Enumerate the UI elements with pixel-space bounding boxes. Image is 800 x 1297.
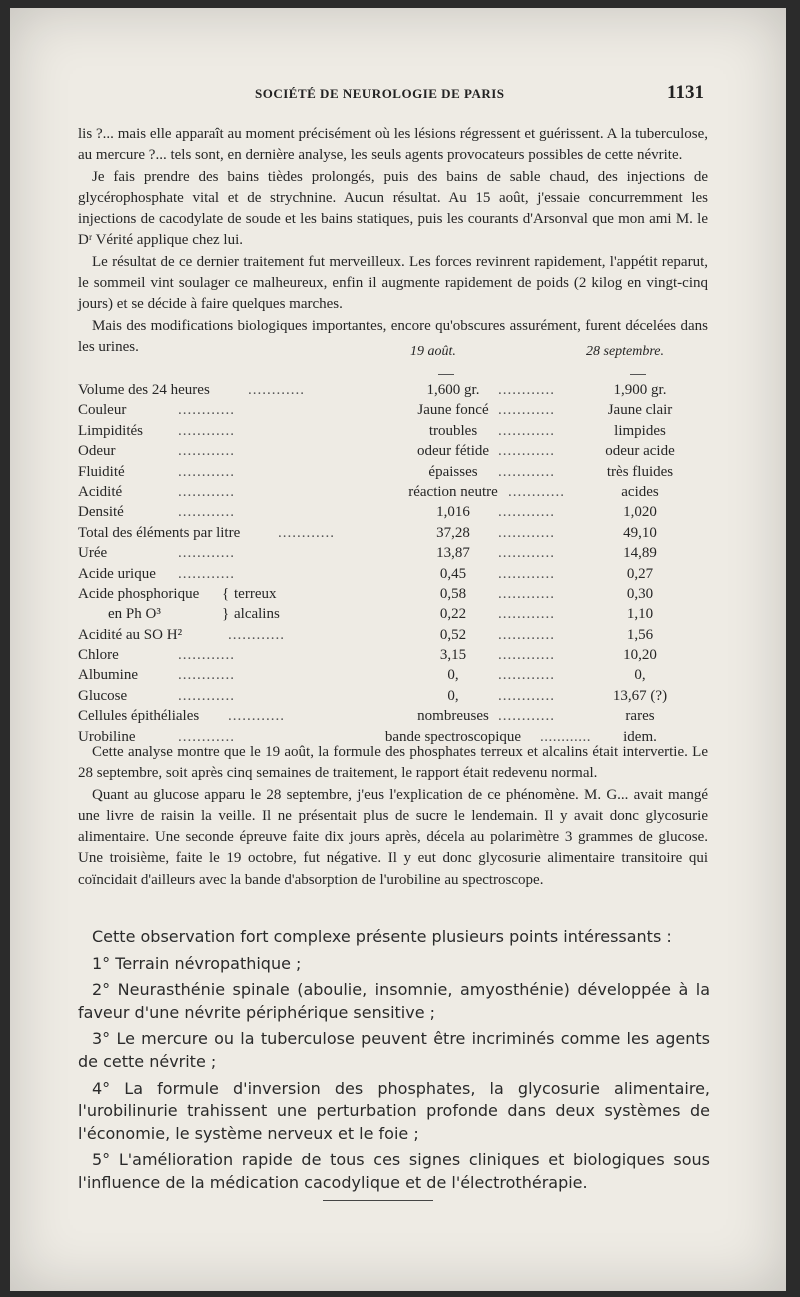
dot-leader: ............ bbox=[498, 524, 555, 541]
dot-leader: ............ bbox=[178, 483, 235, 500]
end-rule bbox=[323, 1200, 433, 1201]
row-label: Densité bbox=[78, 504, 124, 521]
dot-leader: ............ bbox=[498, 443, 555, 460]
value-28-septembre: 1,56 bbox=[626, 626, 654, 643]
running-header bbox=[10, 82, 786, 110]
table-row bbox=[78, 708, 718, 728]
row-label: Urée bbox=[78, 545, 108, 562]
column-header-28-septembre: 28 septembre. bbox=[586, 344, 665, 359]
value-19-aout: nombreuses bbox=[417, 708, 489, 725]
table-row bbox=[78, 382, 718, 402]
row-label: Chlore bbox=[78, 647, 119, 664]
value-19-aout: 1,600 gr. bbox=[426, 382, 480, 398]
dot-leader: ............ bbox=[178, 402, 235, 419]
dot-leader: ............ bbox=[498, 585, 555, 602]
dot-leader: ............ bbox=[498, 402, 555, 419]
dot-leader: ............ bbox=[178, 687, 235, 704]
value-28-septembre: idem. bbox=[623, 728, 657, 745]
value-28-septembre: 14,89 bbox=[623, 545, 657, 562]
intro-section bbox=[78, 124, 708, 358]
dot-leader: ............ bbox=[178, 667, 235, 684]
dot-leader: ............ bbox=[498, 382, 555, 398]
value-19-aout: 0,45 bbox=[439, 565, 467, 582]
dot-leader: ............ bbox=[498, 687, 555, 704]
value-19-aout: 0, bbox=[447, 667, 459, 684]
dot-leader: ............ bbox=[498, 504, 555, 521]
intro-paragraph-4: Mais des modifications biologiques importantes, encore qu'obscures assurément, furent décelées dans les urines. bbox=[78, 317, 708, 355]
dot-leader: ............ bbox=[498, 626, 555, 643]
value-19-aout: Jaune foncé bbox=[417, 402, 489, 419]
value-19-aout: réaction neutre bbox=[408, 483, 498, 500]
dot-leader: ............ bbox=[498, 422, 555, 439]
row-label: Acidité au SO H² bbox=[78, 626, 183, 643]
value-19-aout: épaisses bbox=[428, 463, 478, 480]
value-19-aout: odeur fétide bbox=[416, 443, 490, 460]
value-28-septembre: 1,10 bbox=[626, 606, 654, 623]
page-number: 1131 bbox=[667, 82, 704, 103]
table-row bbox=[78, 545, 718, 565]
brace-mark: } bbox=[222, 606, 230, 623]
row-sublabel: terreux bbox=[234, 585, 277, 602]
dot-leader: ............ bbox=[498, 647, 555, 664]
value-28-septembre: très fluides bbox=[606, 463, 674, 480]
value-28-septembre: acides bbox=[621, 483, 659, 500]
conclusion-intro: Cette observation fort complexe présente plusieurs points intéressants : bbox=[92, 927, 672, 946]
dot-leader: ............ bbox=[178, 504, 235, 521]
value-28-septembre: 0,27 bbox=[626, 565, 654, 582]
row-label: Glucose bbox=[78, 687, 128, 704]
table-row bbox=[78, 423, 718, 443]
dot-leader: ............ bbox=[178, 463, 235, 480]
dot-leader: ............ bbox=[508, 483, 565, 500]
row-label: Urobiline bbox=[78, 728, 136, 745]
dot-leader: ............ bbox=[178, 647, 235, 664]
table-row bbox=[78, 464, 718, 484]
value-28-septembre: Jaune clair bbox=[607, 402, 673, 419]
intro-paragraph-3: Le résultat de ce dernier traitement fut merveilleux. Les forces revinrent rapidement, l'appétit reparut, le sommeil vint soulager ce malheureux, enfin il augmente rapidement de poids (2 kilog en vingt-cinq jours) et se décide à faire quelques marches. bbox=[78, 253, 708, 313]
dot-leader: ............ bbox=[178, 728, 235, 745]
dot-leader: ............ bbox=[178, 545, 235, 562]
brace-mark: { bbox=[222, 585, 230, 602]
intro-paragraph-2: Je fais prendre des bains tièdes prolongés, puis des bains de sable chaud, des injections de glycérophosphate vital et de strychnine. Aucun résultat. Au 15 août, j'essaie concurremment les injections de cacodylate de soude et les bains statiques, puis les courants d'Arsonval que mon ami M. le Dʳ Vérité applique chez lui. bbox=[78, 168, 708, 249]
dot-leader: ............ bbox=[248, 382, 305, 398]
row-label: en Ph O³ bbox=[108, 606, 161, 623]
row-label: Acidité bbox=[78, 483, 123, 500]
value-19-aout: 0,58 bbox=[439, 585, 467, 602]
intro-paragraph-1: lis ?... mais elle apparaît au moment précisément où les lésions régressent et guérissent. A la tuberculose, au mercure ?... tels sont, en dernière analyse, les seuls agents provocateurs possibles de cette névrite. bbox=[78, 126, 708, 164]
value-19-aout: 13,87 bbox=[436, 545, 470, 562]
row-label: Odeur bbox=[78, 443, 116, 460]
row-label: Acide urique bbox=[78, 565, 156, 582]
value-28-septembre: odeur acide bbox=[605, 443, 675, 460]
value-28-septembre: 13,67 (?) bbox=[612, 687, 668, 704]
analysis-section bbox=[78, 742, 708, 891]
dot-leader: ............ bbox=[498, 606, 555, 623]
row-label: Total des éléments par litre bbox=[78, 524, 241, 541]
row-label: Volume des 24 heures bbox=[78, 382, 210, 398]
dot-leader: ............ bbox=[498, 545, 555, 562]
table-row bbox=[78, 484, 718, 504]
value-19-aout: 1,016 bbox=[436, 504, 470, 521]
dot-leader: ............ bbox=[278, 524, 335, 541]
column-2-dash bbox=[630, 374, 646, 375]
conclusion-section bbox=[78, 926, 710, 1199]
table-row bbox=[78, 606, 718, 626]
conclusion-point-5: 5° L'amélioration rapide de tous ces signes cliniques et biologiques sous l'influence de la médication cacodylique et de l'électrothérapie. bbox=[78, 1150, 710, 1192]
table-row bbox=[78, 504, 718, 524]
value-19-aout: bande spectroscopique bbox=[384, 728, 522, 745]
conclusion-point-3: 3° Le mercure ou la tuberculose peuvent être incriminés comme les agents de cette névrite ; bbox=[78, 1029, 710, 1071]
conclusion-point-2: 2° Neurasthénie spinale (aboulie, insomnie, amyosthénie) développée à la faveur d'une névrite périphérique sensitive ; bbox=[78, 980, 710, 1022]
dot-leader: ............ bbox=[228, 708, 285, 725]
table-row bbox=[78, 688, 718, 708]
row-label: Albumine bbox=[78, 667, 138, 684]
row-label: Fluidité bbox=[78, 463, 125, 480]
value-28-septembre: 49,10 bbox=[623, 524, 657, 541]
conclusion-point-1: 1° Terrain névropathique ; bbox=[92, 953, 302, 973]
table-row bbox=[78, 525, 718, 545]
urine-analysis-table bbox=[78, 382, 718, 749]
dot-leader: ............ bbox=[178, 565, 235, 582]
table-row bbox=[78, 443, 718, 463]
value-19-aout: troubles bbox=[428, 422, 478, 439]
table-row bbox=[78, 566, 718, 586]
value-28-septembre: 1,020 bbox=[623, 504, 657, 521]
dot-leader: ............ bbox=[498, 667, 555, 684]
dot-leader: ............ bbox=[178, 443, 235, 460]
analysis-paragraph-2: Quant au glucose apparu le 28 septembre, j'eus l'explication de ce phénomène. M. G... avait mangé une livre de raisin la veille. Il ne présentait plus de sucre le lendemain. Il y avait donc glycosurie alimentaire. Une seconde épreuve faite dix jours après, décela au polarimètre 3 grammes de glucose. Une troisième, faite le 19 octobre, fut négative. Il y eut donc glycosurie alimentaire transitoire qui coïncidait d'ailleurs avec la bande d'absorption de l'urobiline au spectroscope. bbox=[78, 786, 708, 888]
conclusion-point-4: 4° La formule d'inversion des phosphates, la glycosurie alimentaire, l'urobilinurie trahissent une perturbation profonde dans deux systèmes de l'économie, le système nerveux et le foie ; bbox=[78, 1078, 710, 1143]
column-header-19-aout: 19 août. bbox=[410, 344, 456, 359]
scanned-page bbox=[10, 8, 786, 1291]
dot-leader: ............ bbox=[498, 708, 555, 725]
journal-title: SOCIÉTÉ DE NEUROLOGIE DE PARIS bbox=[255, 86, 505, 101]
dot-leader: ............ bbox=[178, 422, 235, 439]
table-row bbox=[78, 586, 718, 606]
row-label: Cellules épithéliales bbox=[78, 708, 200, 725]
value-28-septembre: rares bbox=[625, 708, 655, 725]
row-label: Limpidités bbox=[78, 422, 143, 439]
row-label: Acide phosphorique bbox=[78, 585, 200, 602]
table-row bbox=[78, 402, 718, 422]
value-19-aout: 0,22 bbox=[439, 606, 467, 623]
value-28-septembre: 0,30 bbox=[626, 585, 654, 602]
table-row bbox=[78, 647, 718, 667]
table-row bbox=[78, 667, 718, 687]
row-sublabel: alcalins bbox=[234, 606, 280, 623]
value-19-aout: 0,52 bbox=[439, 626, 467, 643]
value-19-aout: 3,15 bbox=[439, 647, 467, 664]
dot-leader: ............ bbox=[228, 626, 285, 643]
value-19-aout: 0, bbox=[447, 687, 459, 704]
dot-leader: ............ bbox=[498, 565, 555, 582]
dot-leader: ............ bbox=[498, 463, 555, 480]
column-1-dash bbox=[438, 374, 454, 375]
value-28-septembre: limpides bbox=[614, 422, 666, 439]
dot-leader: ............ bbox=[540, 728, 591, 745]
value-28-septembre: 0, bbox=[634, 667, 646, 684]
table-row bbox=[78, 627, 718, 647]
row-label: Couleur bbox=[78, 402, 127, 419]
value-28-septembre: 10,20 bbox=[623, 647, 657, 664]
analysis-paragraph-1: Cette analyse montre que le 19 août, la formule des phosphates terreux et alcalins était intervertie. Le 28 septembre, soit après cinq semaines de traitement, le rapport était redevenu normal. bbox=[78, 744, 708, 782]
value-19-aout: 37,28 bbox=[436, 524, 470, 541]
value-28-septembre: 1,900 gr. bbox=[613, 382, 667, 398]
